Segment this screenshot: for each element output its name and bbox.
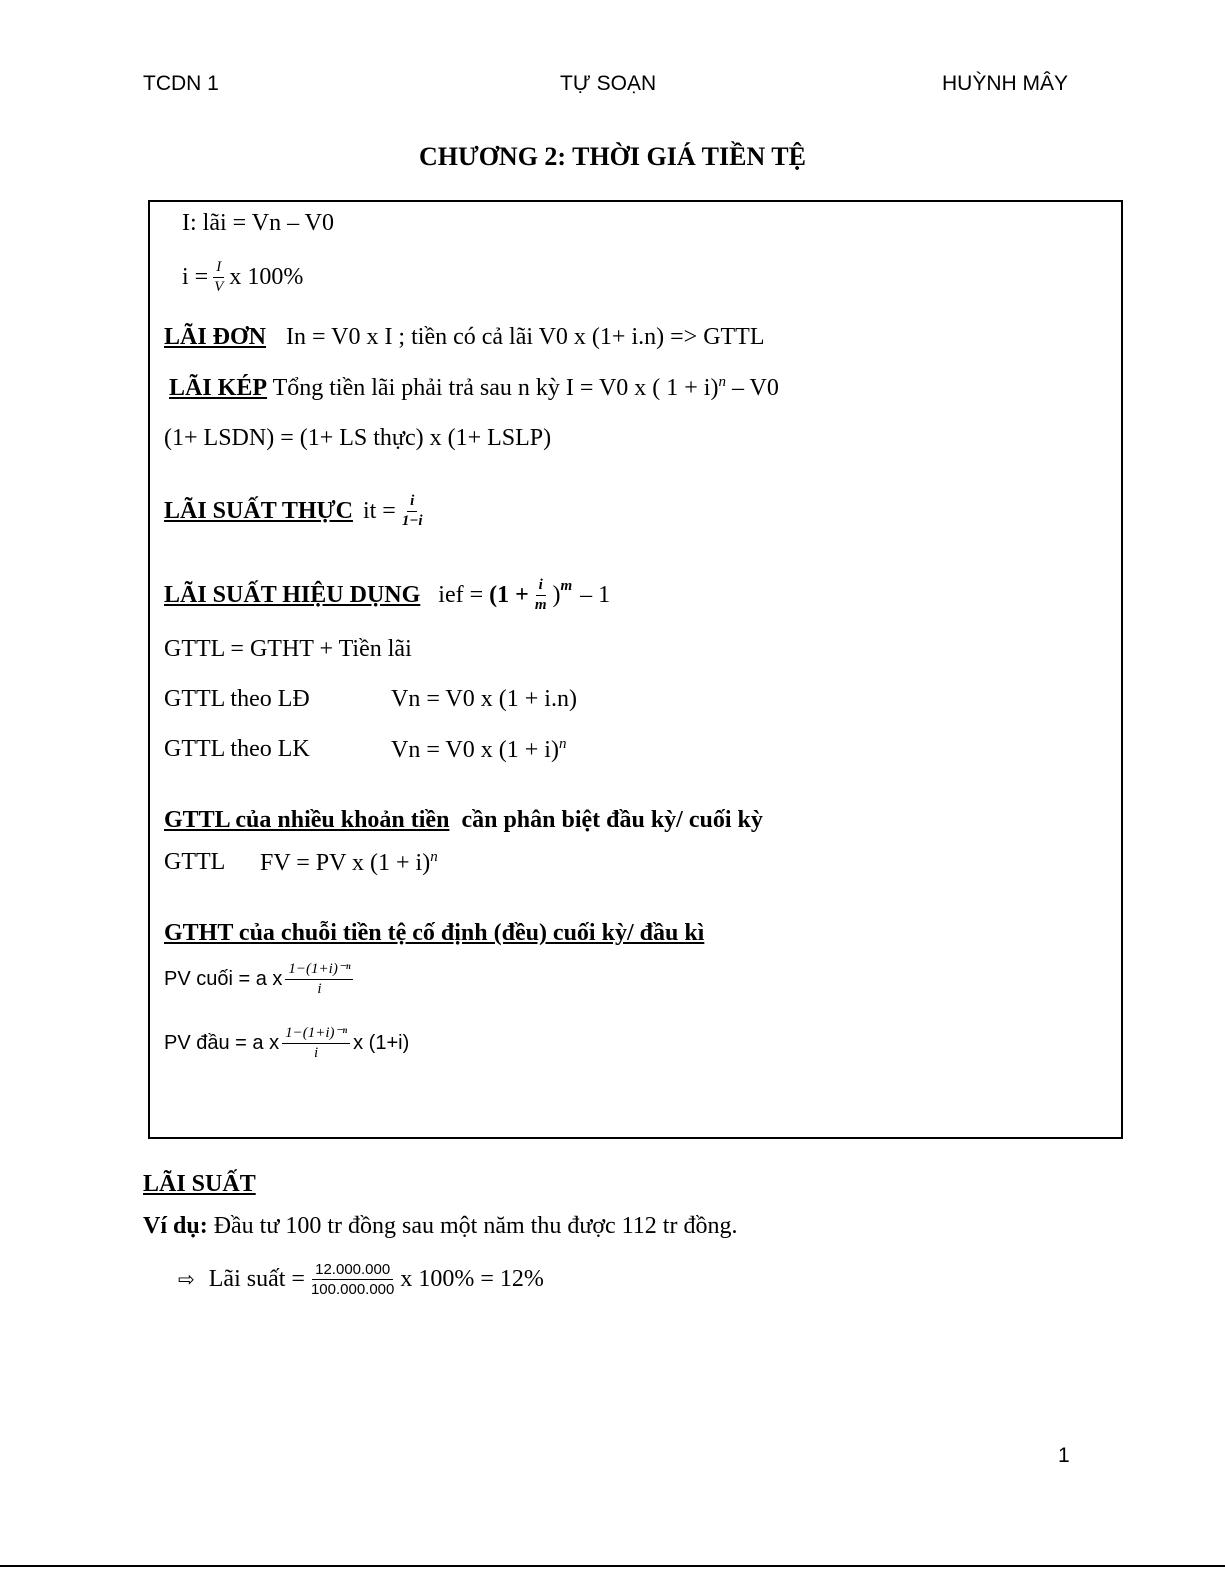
effective-rate-exp: m <box>560 578 573 594</box>
pv-due-fraction-den: i <box>314 1045 319 1061</box>
multi-cashflow-text: cần phân biệt đầu kỳ/ cuối kỳ <box>461 807 763 833</box>
compound-interest-label: LÃI KÉP <box>169 375 268 401</box>
rate-formula-post: x 100% <box>229 264 304 290</box>
rate-fraction-den: V <box>214 279 224 295</box>
pv-due-line <box>164 1026 409 1061</box>
header-left: TCDN 1 <box>143 72 219 95</box>
fv-label: GTTL <box>164 849 226 875</box>
result-fraction <box>308 1262 397 1297</box>
compound-interest-tail: – V0 <box>731 375 779 401</box>
compound-interest-exp: n <box>718 374 726 390</box>
pv-ordinary-pre: PV cuối = a x <box>164 968 283 990</box>
result-post: x 100% = 12% <box>400 1266 544 1292</box>
example-line <box>143 1213 737 1240</box>
pv-due-fraction-num: 1−(1+i)⁻ⁿ <box>282 1026 350 1044</box>
real-rate-fraction-den: 1−i <box>401 513 423 529</box>
fv-compound-formula-text: Vn = V0 x (1 + i) <box>391 737 559 763</box>
effective-rate-fraction-den: m <box>534 597 547 613</box>
compound-interest-line <box>169 374 779 402</box>
arrow-icon: ⇨ <box>178 1269 195 1291</box>
effective-rate-label: LÃI SUẤT HIỆU DỤNG <box>164 582 421 608</box>
fv-formula-text: FV = PV x (1 + i) <box>260 850 431 876</box>
pv-due-post: x (1+i) <box>353 1032 410 1054</box>
pv-ordinary-line <box>164 962 356 997</box>
simple-interest-line <box>164 324 765 351</box>
example-label: Ví dụ: <box>143 1213 208 1239</box>
page-number: 1 <box>1058 1444 1070 1467</box>
real-rate-pre: it = <box>362 498 396 524</box>
future-value-equation: GTTL = GTHT + Tiền lãi <box>164 636 412 662</box>
pv-ordinary-fraction-den: i <box>317 981 322 997</box>
result-line <box>178 1262 544 1297</box>
compound-interest-text: Tổng tiền lãi phải trả sau n kỳ I = V0 x ( 1 + i) <box>272 375 719 401</box>
real-rate-fraction-num: i <box>407 494 417 512</box>
pv-ordinary-fraction-num: 1−(1+i)⁻ⁿ <box>285 962 353 980</box>
real-rate-line <box>164 494 429 529</box>
pv-due-pre: PV đầu = a x <box>164 1032 280 1054</box>
rate-fraction <box>211 260 226 295</box>
fisher-relation: (1+ LSDN) = (1+ LS thực) x (1+ LSLP) <box>164 425 552 451</box>
fv-formula-exp: n <box>430 849 438 865</box>
fv-formula <box>260 849 438 877</box>
result-pre: Lãi suất = <box>208 1266 305 1292</box>
effective-rate-pre: ief = <box>438 582 484 608</box>
rate-fraction-num: I <box>213 260 224 278</box>
effective-rate-tail: – 1 <box>580 582 611 608</box>
effective-rate-fraction <box>532 578 550 613</box>
section-heading: LÃI SUẤT <box>143 1171 256 1197</box>
simple-interest-text: In = V0 x I ; tiền có cả lãi V0 x (1+ i.n) => GTTL <box>286 324 765 350</box>
interest-definition: I: lãi = Vn – V0 <box>182 210 334 236</box>
example-text: Đầu tư 100 tr đồng sau một năm thu được 112 tr đồng. <box>213 1213 738 1239</box>
annuity-heading: GTHT của chuỗi tiền tệ cố định (đều) cuối kỳ/ đầu kì <box>164 920 705 946</box>
multi-cashflow-label: GTTL của nhiều khoản tiền <box>164 807 450 833</box>
effective-rate-line <box>164 578 610 613</box>
page-title: CHƯƠNG 2: THỜI GIÁ TIỀN TỆ <box>419 142 806 171</box>
multi-cashflow-line <box>164 807 763 834</box>
pv-ordinary-fraction <box>285 962 353 997</box>
result-fraction-den: 100.000.000 <box>310 1281 395 1298</box>
pv-due-fraction <box>282 1026 350 1061</box>
fv-compound-label: GTTL theo LK <box>164 736 310 762</box>
result-fraction-num: 12.000.000 <box>312 1262 393 1280</box>
real-rate-label: LÃI SUẤT THỰC <box>164 498 353 524</box>
fv-compound-formula <box>391 736 566 764</box>
effective-rate-open: (1 + <box>489 582 529 608</box>
page-bottom-rule <box>0 1565 1225 1567</box>
rate-formula-pre: i = <box>182 264 209 290</box>
rate-formula <box>182 260 303 295</box>
real-rate-fraction <box>399 494 426 529</box>
header-center: TỰ SOẠN <box>560 72 657 95</box>
simple-interest-label: LÃI ĐƠN <box>164 324 267 350</box>
effective-rate-fraction-num: i <box>536 578 546 596</box>
fv-simple-label: GTTL theo LĐ <box>164 686 310 712</box>
fv-compound-formula-exp: n <box>558 736 567 752</box>
header-right: HUỲNH MÂY <box>942 72 1069 95</box>
effective-rate-close: ) <box>552 582 561 608</box>
fv-simple-formula: Vn = V0 x (1 + i.n) <box>391 686 577 712</box>
